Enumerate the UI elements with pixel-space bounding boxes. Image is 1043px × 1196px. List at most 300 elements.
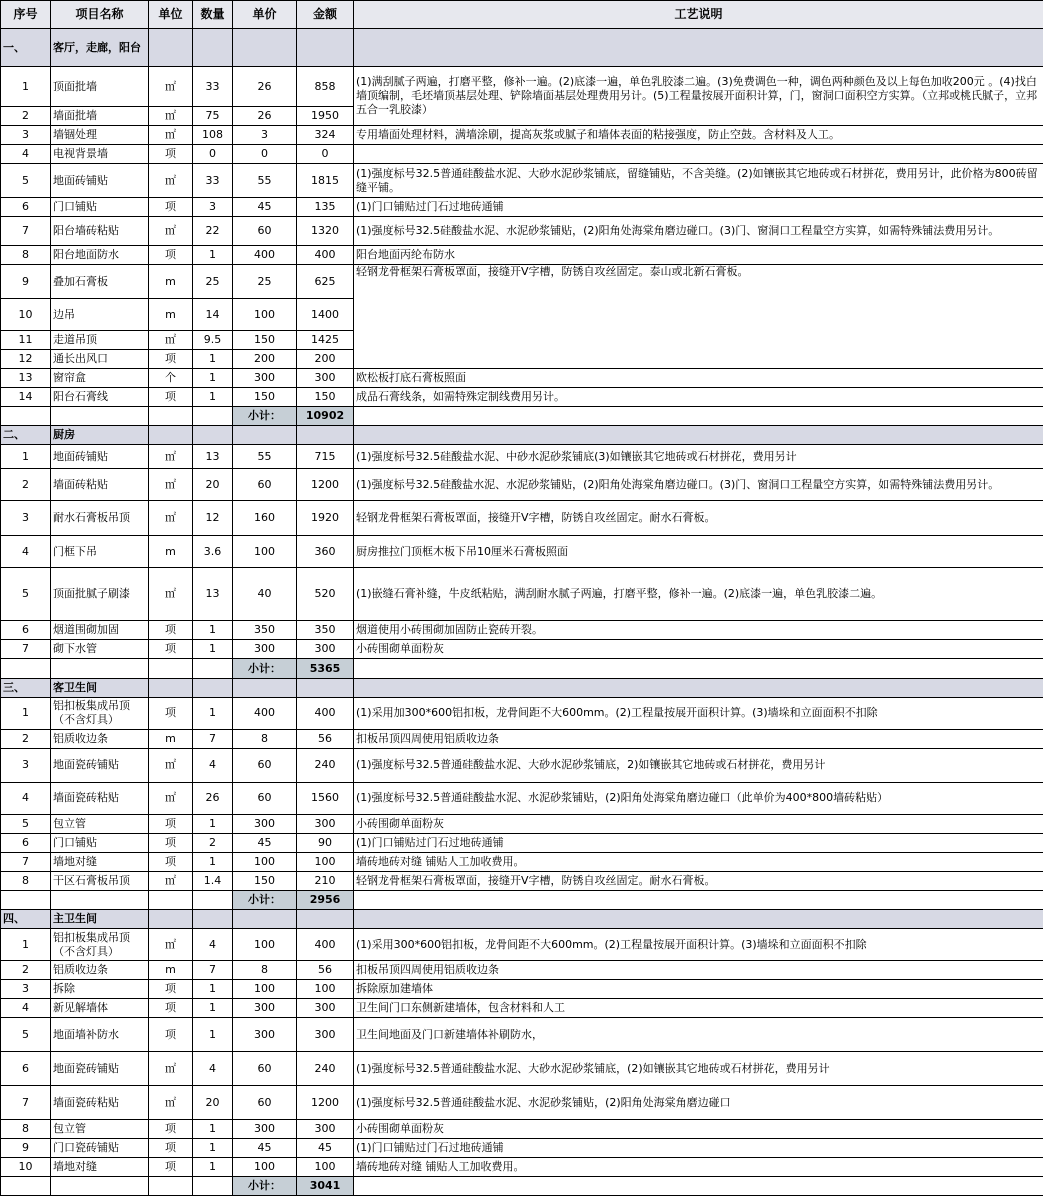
item-quantity: 1 (193, 1158, 233, 1177)
item-name: 走道吊顶 (51, 331, 149, 350)
item-number: 2 (1, 107, 51, 126)
item-description: 欧松板打底石膏板照面 (354, 369, 1043, 388)
item-name: 窗帘盒 (51, 369, 149, 388)
subtotal-empty-cell (193, 1177, 233, 1196)
table-row (1, 729, 1043, 748)
item-quantity: 1 (193, 814, 233, 833)
item-unit: 项 (149, 833, 193, 852)
item-unit: 项 (149, 640, 193, 659)
table-row (1, 265, 1043, 299)
subtotal-label: 小计： (233, 407, 297, 426)
item-unit-price: 60 (233, 1052, 297, 1086)
item-unit: ㎡ (149, 164, 193, 198)
item-amount: 1200 (297, 1086, 354, 1120)
item-name: 墙地对缝 (51, 1158, 149, 1177)
item-amount: 1425 (297, 331, 354, 350)
item-amount: 858 (297, 67, 354, 107)
item-amount: 400 (297, 246, 354, 265)
item-amount: 100 (297, 852, 354, 871)
table-row (1, 871, 1043, 890)
subtotal-amount: 3041 (297, 1177, 354, 1196)
item-quantity: 1 (193, 640, 233, 659)
item-description: (1)强度标号32.5硅酸盐水泥、水泥砂浆铺贴，(2)阳角处海棠角磨边碰口。(3)门、窗洞口工程量空方实算，如需特殊铺法费用另计。 (354, 217, 1043, 246)
item-unit-price: 150 (233, 871, 297, 890)
item-quantity: 1 (193, 999, 233, 1018)
subtotal-empty-cell (1, 659, 51, 678)
item-amount: 240 (297, 1052, 354, 1086)
item-name: 铝质收边条 (51, 961, 149, 980)
table-row (1, 833, 1043, 852)
item-name: 通长出风口 (51, 350, 149, 369)
section-desc-cell (354, 909, 1043, 928)
section-title: 客卫生间 (51, 678, 149, 697)
item-description: (1)强度标号32.5普通硅酸盐水泥、水泥砂浆铺贴，(2)阳角处海棠角磨边碰口 (354, 1086, 1043, 1120)
subtotal-empty-cell (193, 659, 233, 678)
item-name: 地面墙补防水 (51, 1018, 149, 1052)
subtotal-row (1, 890, 1043, 909)
item-quantity: 108 (193, 126, 233, 145)
header-name: 项目名称 (51, 1, 149, 29)
item-unit-price: 8 (233, 961, 297, 980)
item-number: 3 (1, 126, 51, 145)
section-empty-cell (233, 909, 297, 928)
item-unit: ㎡ (149, 67, 193, 107)
item-number: 1 (1, 67, 51, 107)
table-row (1, 568, 1043, 621)
item-unit-price: 60 (233, 1086, 297, 1120)
item-name: 干区石膏板吊顶 (51, 871, 149, 890)
item-unit-price: 100 (233, 536, 297, 568)
item-description: (1)强度标号32.5硅酸盐水泥、水泥砂浆铺贴，(2)阳角处海棠角磨边碰口。(3)门、窗洞口工程量空方实算，如需特殊铺法费用另计。 (354, 469, 1043, 501)
item-amount: 1815 (297, 164, 354, 198)
item-unit-price: 300 (233, 814, 297, 833)
table-row (1, 782, 1043, 814)
item-number: 10 (1, 1158, 51, 1177)
item-number: 11 (1, 331, 51, 350)
section-title: 客厅，走廊，阳台 (51, 29, 149, 67)
item-name: 铝扣板集成吊顶（不含灯具） (51, 697, 149, 729)
item-unit-price: 26 (233, 107, 297, 126)
subtotal-empty-cell (149, 407, 193, 426)
item-quantity: 1 (193, 980, 233, 999)
item-unit-price: 60 (233, 748, 297, 782)
item-unit-price: 400 (233, 697, 297, 729)
item-amount: 625 (297, 265, 354, 299)
section-empty-cell (233, 29, 297, 67)
item-unit: m (149, 729, 193, 748)
item-number: 4 (1, 536, 51, 568)
item-amount: 240 (297, 748, 354, 782)
item-unit-price: 26 (233, 67, 297, 107)
item-unit-price: 60 (233, 469, 297, 501)
item-unit: ㎡ (149, 871, 193, 890)
item-amount: 100 (297, 980, 354, 999)
item-description: 卫生间门口东侧新建墙体，包含材料和人工 (354, 999, 1043, 1018)
item-number: 7 (1, 852, 51, 871)
item-name: 砌下水管 (51, 640, 149, 659)
item-amount: 1400 (297, 299, 354, 331)
item-unit: ㎡ (149, 445, 193, 469)
item-description: 扣板吊顶四周使用铝质收边条 (354, 961, 1043, 980)
item-quantity: 1 (193, 621, 233, 640)
item-number: 4 (1, 999, 51, 1018)
section-empty-cell (297, 909, 354, 928)
item-number: 8 (1, 871, 51, 890)
item-amount: 300 (297, 640, 354, 659)
item-quantity: 33 (193, 67, 233, 107)
section-title: 主卫生间 (51, 909, 149, 928)
item-unit: m (149, 265, 193, 299)
item-description: 扣板吊顶四周使用铝质收边条 (354, 729, 1043, 748)
item-quantity: 4 (193, 748, 233, 782)
item-name: 叠加石膏板 (51, 265, 149, 299)
table-row (1, 369, 1043, 388)
item-unit-price: 100 (233, 929, 297, 961)
table-row (1, 999, 1043, 1018)
item-unit: ㎡ (149, 748, 193, 782)
item-name: 门口瓷砖铺贴 (51, 1139, 149, 1158)
item-unit-price: 3 (233, 126, 297, 145)
item-unit: ㎡ (149, 782, 193, 814)
item-description: 轻钢龙骨框架石膏板罩面，接缝开V字槽，防锈自攻丝固定。耐水石膏板。 (354, 501, 1043, 536)
item-unit: ㎡ (149, 217, 193, 246)
item-name: 门口铺贴 (51, 833, 149, 852)
table-row (1, 748, 1043, 782)
table-row (1, 126, 1043, 145)
subtotal-row (1, 1177, 1043, 1196)
section-empty-cell (297, 678, 354, 697)
header-desc: 工艺说明 (354, 1, 1043, 29)
item-quantity: 20 (193, 1086, 233, 1120)
item-amount: 400 (297, 929, 354, 961)
section-number: 一、 (1, 29, 51, 67)
section-empty-cell (297, 29, 354, 67)
table-row (1, 388, 1043, 407)
item-name: 阳台石膏线 (51, 388, 149, 407)
item-amount: 100 (297, 1158, 354, 1177)
item-quantity: 1 (193, 369, 233, 388)
item-number: 3 (1, 980, 51, 999)
item-amount: 1920 (297, 501, 354, 536)
item-quantity: 3 (193, 198, 233, 217)
table-row (1, 1018, 1043, 1052)
item-unit-price: 45 (233, 833, 297, 852)
item-amount: 300 (297, 369, 354, 388)
item-quantity: 1 (193, 1139, 233, 1158)
item-description: 烟道使用小砖围砌加固防止瓷砖开裂。 (354, 621, 1043, 640)
item-description: 阳台地面丙纶布防水 (354, 246, 1043, 265)
section-desc-cell (354, 29, 1043, 67)
section-number: 四、 (1, 909, 51, 928)
section-header (1, 678, 1043, 697)
subtotal-empty-cell (1, 890, 51, 909)
item-name: 铝质收边条 (51, 729, 149, 748)
table-row (1, 536, 1043, 568)
section-empty-cell (193, 678, 233, 697)
item-unit: ㎡ (149, 929, 193, 961)
item-amount: 350 (297, 621, 354, 640)
item-unit-price: 60 (233, 782, 297, 814)
item-amount: 400 (297, 697, 354, 729)
item-quantity: 4 (193, 929, 233, 961)
item-unit: 项 (149, 1120, 193, 1139)
item-description: (1)强度标号32.5普通硅酸盐水泥、大砂水泥砂浆铺底，(2)如镶嵌其它地砖或石材拼花，费用另计 (354, 1052, 1043, 1086)
item-quantity: 75 (193, 107, 233, 126)
item-quantity: 3.6 (193, 536, 233, 568)
item-unit-price: 45 (233, 1139, 297, 1158)
item-amount: 1560 (297, 782, 354, 814)
item-name: 顶面批墙 (51, 67, 149, 107)
table-row (1, 501, 1043, 536)
item-number: 3 (1, 501, 51, 536)
item-description: 拆除原加建墙体 (354, 980, 1043, 999)
item-number: 1 (1, 929, 51, 961)
section-title: 厨房 (51, 426, 149, 445)
item-unit: 项 (149, 1158, 193, 1177)
item-description: 厨房推拉门顶框木板下吊10厘米石膏板照面 (354, 536, 1043, 568)
item-unit-price: 8 (233, 729, 297, 748)
subtotal-empty-cell (1, 1177, 51, 1196)
item-unit: 项 (149, 350, 193, 369)
item-name: 烟道围砌加固 (51, 621, 149, 640)
subtotal-amount: 5365 (297, 659, 354, 678)
item-unit-price: 100 (233, 980, 297, 999)
item-quantity: 25 (193, 265, 233, 299)
subtotal-empty-cell (1, 407, 51, 426)
item-description: (1)门口铺贴过门石过地砖通铺 (354, 1139, 1043, 1158)
item-name: 墙面瓷砖粘贴 (51, 782, 149, 814)
item-unit: 项 (149, 198, 193, 217)
item-unit: m (149, 536, 193, 568)
item-quantity: 7 (193, 961, 233, 980)
subtotal-empty-cell (354, 890, 1043, 909)
section-empty-cell (149, 678, 193, 697)
item-number: 2 (1, 469, 51, 501)
item-number: 7 (1, 1086, 51, 1120)
item-unit: ㎡ (149, 126, 193, 145)
subtotal-empty-cell (51, 407, 149, 426)
item-unit: m (149, 961, 193, 980)
subtotal-empty-cell (149, 1177, 193, 1196)
item-unit: 项 (149, 697, 193, 729)
item-unit-price: 55 (233, 445, 297, 469)
item-unit-price: 350 (233, 621, 297, 640)
item-name: 地面瓷砖铺贴 (51, 1052, 149, 1086)
item-name: 门口铺贴 (51, 198, 149, 217)
table-row (1, 814, 1043, 833)
item-quantity: 13 (193, 568, 233, 621)
table-row (1, 67, 1043, 107)
section-number: 二、 (1, 426, 51, 445)
item-quantity: 1 (193, 1120, 233, 1139)
item-name: 电视背景墙 (51, 145, 149, 164)
table-row (1, 217, 1043, 246)
table-row (1, 1158, 1043, 1177)
item-number: 5 (1, 814, 51, 833)
header-unit: 单位 (149, 1, 193, 29)
item-unit: ㎡ (149, 501, 193, 536)
item-unit: ㎡ (149, 107, 193, 126)
item-unit: 项 (149, 145, 193, 164)
item-number: 1 (1, 445, 51, 469)
subtotal-label: 小计： (233, 659, 297, 678)
item-name: 新见解墙体 (51, 999, 149, 1018)
item-unit-price: 45 (233, 198, 297, 217)
item-number: 4 (1, 145, 51, 164)
item-description: (1)门口铺贴过门石过地砖通铺 (354, 833, 1043, 852)
item-name: 包立管 (51, 814, 149, 833)
item-amount: 200 (297, 350, 354, 369)
item-quantity: 1 (193, 1018, 233, 1052)
item-name: 耐水石膏板吊顶 (51, 501, 149, 536)
item-amount: 324 (297, 126, 354, 145)
item-unit: ㎡ (149, 1086, 193, 1120)
item-description: (1)强度标号32.5普通硅酸盐水泥、大砂水泥砂浆铺底，2)如镶嵌其它地砖或石材拼花，费用另计 (354, 748, 1043, 782)
subtotal-empty-cell (354, 1177, 1043, 1196)
section-header (1, 426, 1043, 445)
item-quantity: 13 (193, 445, 233, 469)
item-unit-price: 0 (233, 145, 297, 164)
item-quantity: 2 (193, 833, 233, 852)
item-unit-price: 160 (233, 501, 297, 536)
item-unit: m (149, 299, 193, 331)
section-header (1, 909, 1043, 928)
item-number: 2 (1, 961, 51, 980)
table-row (1, 1086, 1043, 1120)
item-amount: 715 (297, 445, 354, 469)
item-quantity: 20 (193, 469, 233, 501)
item-quantity: 22 (193, 217, 233, 246)
section-empty-cell (149, 29, 193, 67)
item-quantity: 14 (193, 299, 233, 331)
item-description: (1)满刮腻子两遍，打磨平整，修补一遍。(2)底漆一遍，单色乳胶漆二遍。(3)免费调色一种，调色两种颜色及以上每色加收200元 。(4)找白墙顶编制，毛坯墙顶基层处理、铲除墙面基层处理费用另计。(5)工程量按展开面积计算，门，窗洞口面积空方实算。（立邦或桃氏腻子，立邦五合一乳胶漆） (354, 67, 1043, 126)
item-description: (1)门口铺贴过门石过地砖通铺 (354, 198, 1043, 217)
item-quantity: 7 (193, 729, 233, 748)
item-unit-price: 300 (233, 1120, 297, 1139)
table-row (1, 469, 1043, 501)
item-unit-price: 150 (233, 331, 297, 350)
item-unit-price: 300 (233, 1018, 297, 1052)
item-amount: 0 (297, 145, 354, 164)
item-unit: 项 (149, 852, 193, 871)
item-number: 5 (1, 568, 51, 621)
item-number: 1 (1, 697, 51, 729)
item-quantity: 1 (193, 388, 233, 407)
item-amount: 1950 (297, 107, 354, 126)
item-number: 5 (1, 1018, 51, 1052)
item-name: 顶面批腻子刷漆 (51, 568, 149, 621)
section-desc-cell (354, 426, 1043, 445)
item-amount: 135 (297, 198, 354, 217)
table-row (1, 1052, 1043, 1086)
section-empty-cell (193, 29, 233, 67)
item-unit-price: 100 (233, 299, 297, 331)
item-unit: ㎡ (149, 1052, 193, 1086)
item-name: 铝扣板集成吊顶（不含灯具） (51, 929, 149, 961)
section-empty-cell (297, 426, 354, 445)
subtotal-empty-cell (354, 659, 1043, 678)
item-unit-price: 100 (233, 1158, 297, 1177)
item-amount: 56 (297, 729, 354, 748)
item-description: 小砖围砌单面粉灰 (354, 814, 1043, 833)
item-unit-price: 55 (233, 164, 297, 198)
header-amount: 金额 (297, 1, 354, 29)
table-row (1, 980, 1043, 999)
section-empty-cell (233, 678, 297, 697)
item-unit-price: 200 (233, 350, 297, 369)
item-amount: 1320 (297, 217, 354, 246)
item-name: 地面砖铺贴 (51, 445, 149, 469)
item-description: (1)强度标号32.5普通硅酸盐水泥、大砂水泥砂浆铺底，留缝铺贴，不含美缝。(2)如镶嵌其它地砖或石材拼花，费用另计，此价格为800砖留缝平铺。 (354, 164, 1043, 198)
subtotal-label: 小计： (233, 890, 297, 909)
item-name: 墙锢处理 (51, 126, 149, 145)
item-description: 专用墙面处理材料，满墙涂刷，提高灰浆或腻子和墙体表面的粘接强度，防止空鼓。含材料及人工。 (354, 126, 1043, 145)
item-quantity: 4 (193, 1052, 233, 1086)
item-unit-price: 40 (233, 568, 297, 621)
table-row (1, 1139, 1043, 1158)
item-description: 小砖围砌单面粉灰 (354, 1120, 1043, 1139)
item-amount: 1200 (297, 469, 354, 501)
header-no: 序号 (1, 1, 51, 29)
table-row (1, 961, 1043, 980)
section-number: 三、 (1, 678, 51, 697)
section-header (1, 29, 1043, 67)
item-description: (1)采用加300*600铝扣板，龙骨间距不大600mm。(2)工程量按展开面积计算。(3)墙垛和立面面积不扣除 (354, 697, 1043, 729)
item-quantity: 1.4 (193, 871, 233, 890)
item-amount: 300 (297, 814, 354, 833)
item-quantity: 26 (193, 782, 233, 814)
table-row (1, 852, 1043, 871)
item-description: 卫生间地面及门口新建墙体补刷防水， (354, 1018, 1043, 1052)
subtotal-empty-cell (149, 890, 193, 909)
item-number: 3 (1, 748, 51, 782)
subtotal-row (1, 659, 1043, 678)
item-number: 10 (1, 299, 51, 331)
subtotal-empty-cell (51, 890, 149, 909)
header-qty: 数量 (193, 1, 233, 29)
item-unit-price: 300 (233, 369, 297, 388)
subtotal-amount: 10902 (297, 407, 354, 426)
section-empty-cell (149, 909, 193, 928)
item-quantity: 1 (193, 350, 233, 369)
table-row (1, 640, 1043, 659)
subtotal-empty-cell (193, 407, 233, 426)
table-row (1, 145, 1043, 164)
item-name: 阳台墙砖粘贴 (51, 217, 149, 246)
item-number: 5 (1, 164, 51, 198)
item-number: 6 (1, 198, 51, 217)
item-description: 小砖围砌单面粉灰 (354, 640, 1043, 659)
item-name: 拆除 (51, 980, 149, 999)
item-name: 墙地对缝 (51, 852, 149, 871)
subtotal-label: 小计： (233, 1177, 297, 1196)
item-number: 13 (1, 369, 51, 388)
item-unit: ㎡ (149, 568, 193, 621)
item-description: 轻钢龙骨框架石膏板罩面，接缝开V字槽，防锈自攻丝固定。泰山或北新石膏板。 (354, 265, 1043, 369)
item-description: (1)采用300*600铝扣板，龙骨间距不大600mm。(2)工程量按展开面积计算。(3)墙垛和立面面积不扣除 (354, 929, 1043, 961)
section-empty-cell (193, 426, 233, 445)
header-price: 单价 (233, 1, 297, 29)
item-number: 9 (1, 1139, 51, 1158)
item-quantity: 1 (193, 697, 233, 729)
item-quantity: 33 (193, 164, 233, 198)
item-unit: 项 (149, 1139, 193, 1158)
item-number: 8 (1, 1120, 51, 1139)
subtotal-empty-cell (149, 659, 193, 678)
item-amount: 300 (297, 999, 354, 1018)
item-amount: 520 (297, 568, 354, 621)
item-quantity: 0 (193, 145, 233, 164)
